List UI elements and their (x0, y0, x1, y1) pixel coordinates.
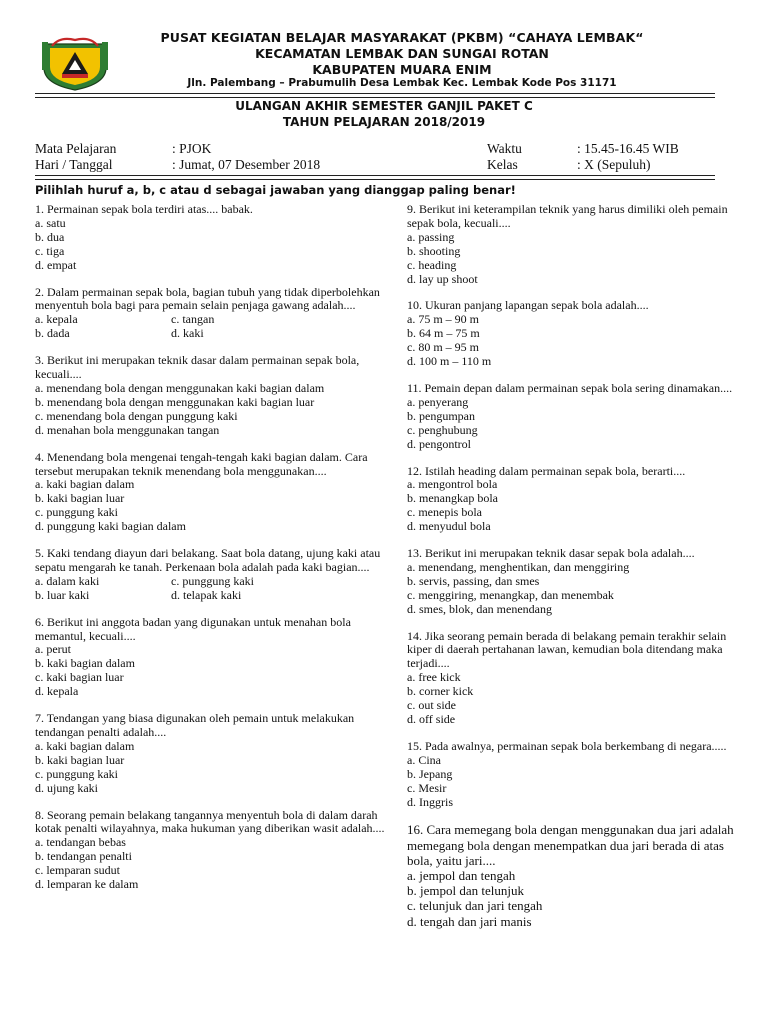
question-text: 2. Dalam permainan sepak bola, bagian tubuh yang tidak diperbolehkan menyentuh bola bagi para pemain selain penjaga gawang adalah.... (35, 284, 380, 313)
option-c: c. punggung kaki (171, 573, 254, 588)
option-b: b. 64 m – 75 m (407, 326, 480, 341)
option-d: d. telapak kaki (171, 587, 242, 602)
option-a: a. tendangan bebas (35, 835, 126, 850)
question-text: 16. Cara memegang bola dengan menggunakan dua jari adalah memegang bola dengan menempatkan dua jari berada di atas bola, yaitu jari.... (407, 822, 734, 868)
exam-title: ULANGAN AKHIR SEMESTER GANJIL PAKET C (235, 99, 533, 113)
option-c: c. penghubung (407, 422, 478, 437)
option-b: b. jempol dan telunjuk (407, 883, 524, 899)
question-text: 13. Berikut ini merupakan teknik dasar sepak bola adalah.... (407, 546, 695, 561)
option-a: a. dalam kaki (35, 573, 100, 588)
option-a: a. menendang bola dengan menggunakan kaki bagian dalam (35, 380, 325, 395)
day-value: : Jumat, 07 Desember 2018 (172, 157, 321, 172)
option-c: c. menepis bola (407, 505, 482, 520)
question-text: 10. Ukuran panjang lapangan sepak bola adalah.... (407, 298, 649, 313)
question-text: 6. Berikut ini anggota badan yang digunakan untuk menahan bola memantul, kecuali.... (35, 614, 351, 643)
option-b: b. luar kaki (35, 587, 90, 602)
district-name: KECAMATAN LEMBAK DAN SUNGAI ROTAN (255, 46, 549, 61)
option-a: a. kaki bagian dalam (35, 477, 135, 492)
option-a: a. kaki bagian dalam (35, 738, 135, 753)
option-b: b. dua (35, 229, 65, 244)
option-c: c. kaki bagian luar (35, 670, 124, 685)
class-label: Kelas (487, 157, 518, 172)
option-b: b. Jepang (407, 766, 453, 781)
option-a: a. penyerang (407, 394, 469, 409)
day-label: Hari / Tanggal (35, 157, 113, 172)
option-a: a. kepala (35, 312, 78, 327)
option-a: a. satu (35, 215, 66, 230)
option-b: b. pengumpan (407, 408, 475, 423)
question-11 (407, 382, 742, 452)
exam-year: TAHUN PELAJARAN 2018/2019 (282, 115, 486, 129)
instruction: Pilihlah huruf a, b, c atau d sebagai jawaban yang dianggap paling benar! (35, 183, 516, 197)
question-text: 9. Berikut ini keterampilan teknik yang harus dimiliki oleh pemain sepak bola, kecuali.... (407, 202, 728, 230)
option-d: d. punggung kaki bagian dalam (35, 519, 186, 534)
option-d: d. kepala (35, 684, 79, 699)
option-d: d. kaki (171, 326, 204, 341)
option-c: c. punggung kaki (35, 766, 118, 781)
option-b: b. shooting (407, 243, 461, 258)
question-text: 11. Pemain depan dalam permainan sepak bola sering dinamakan.... (407, 380, 733, 395)
question-6 (35, 616, 385, 699)
question-4 (35, 451, 385, 534)
question-16 (407, 822, 742, 928)
question-text: 14. Jika seorang pemain berada di belakang pemain terakhir selain kiper di daerah pertahanan lawan, kemudian bola ditendang maka terjadi.... (407, 628, 727, 671)
option-c: c. lemparan sudut (35, 863, 120, 878)
option-a: a. passing (407, 229, 455, 244)
question-7 (35, 712, 385, 795)
question-2 (35, 286, 385, 342)
divider (35, 93, 715, 98)
option-a: a. Cina (407, 752, 441, 767)
divider (35, 175, 715, 180)
option-b: b. kaki bagian dalam (35, 656, 135, 671)
option-d: d. off side (407, 712, 456, 726)
option-a: a. menendang, menghentikan, dan menggiring (407, 559, 630, 574)
question-text: 15. Pada awalnya, permainan sepak bola berkembang di negara..... (407, 738, 727, 753)
option-b: b. dada (35, 326, 70, 341)
question-text: 7. Tendangan yang biasa digunakan oleh pemain untuk melakukan tendangan penalti adalah.... (35, 711, 355, 739)
option-a: a. free kick (407, 670, 461, 685)
question-14 (407, 630, 742, 727)
question-text: 1. Permainan sepak bola terdiri atas.... babak. (35, 202, 253, 216)
address: Jln. Palembang – Prabumulih Desa Lembak Kec. Lembak Kode Pos 31171 (187, 77, 617, 89)
question-text: 4. Menendang bola mengenai tengah-tengah kaki bagian dalam. Cara tersebut merupakan teknik menendang bola menggunakan.... (35, 449, 368, 478)
option-d: d. lemparan ke dalam (35, 877, 139, 892)
option-c: c. tiga (35, 243, 65, 258)
subject-label: Mata Pelajaran (35, 141, 117, 156)
option-c: c. menggiring, menangkap, dan menembak (407, 587, 614, 602)
option-d: d. smes, blok, dan menendang (407, 601, 552, 616)
option-d: d. Inggris (407, 794, 453, 809)
questions-right-column (407, 203, 742, 942)
option-b: b. menangkap bola (407, 491, 498, 506)
option-d: d. menyudul bola (407, 519, 491, 534)
question-15 (407, 740, 742, 810)
option-a: a. perut (35, 642, 71, 657)
option-d: d. 100 m – 110 m (407, 354, 492, 369)
question-12 (407, 465, 742, 535)
subject-value: : PJOK (172, 141, 212, 156)
option-b: b. corner kick (407, 684, 474, 699)
question-text: 12. Istilah heading dalam permainan sepak bola, berarti.... (407, 463, 686, 478)
question-text: 3. Berikut ini merupakan teknik dasar dalam permainan sepak bola, kecuali.... (35, 353, 360, 382)
questions-left-column (35, 203, 385, 905)
question-8 (35, 809, 385, 892)
option-a: a. jempol dan tengah (407, 868, 516, 884)
option-c: c. out side (407, 698, 456, 713)
regency-name: KABUPATEN MUARA ENIM (312, 62, 492, 77)
option-c: c. menendang bola dengan punggung kaki (35, 408, 238, 423)
option-d: d. ujung kaki (35, 780, 98, 795)
option-c: c. punggung kaki (35, 505, 118, 520)
option-c: c. Mesir (407, 780, 447, 795)
option-c: c. heading (407, 257, 457, 272)
option-c: c. tangan (171, 312, 215, 327)
question-3 (35, 354, 385, 437)
question-9 (407, 203, 742, 286)
time-label: Waktu (487, 141, 522, 156)
question-5 (35, 547, 385, 603)
option-d: d. pengontrol (407, 436, 471, 451)
option-b: b. kaki bagian luar (35, 752, 125, 767)
option-b: b. tendangan penalti (35, 849, 132, 864)
option-d: d. menahan bola menggunakan tangan (35, 422, 220, 437)
question-13 (407, 547, 742, 617)
option-c: c. telunjuk dan jari tengah (407, 898, 543, 914)
option-c: c. 80 m – 95 m (407, 340, 479, 355)
option-b: b. servis, passing, dan smes (407, 573, 540, 588)
option-d: d. empat (35, 257, 77, 272)
option-d: d. tengah dan jari manis (407, 913, 532, 929)
option-b: b. kaki bagian luar (35, 491, 125, 506)
question-text: 5. Kaki tendang diayun dari belakang. Saat bola datang, ujung kaki atau sepatu mengarah ke tanah. Perkenaan bola adalah pada kaki bagian.... (35, 546, 381, 574)
question-1 (35, 203, 385, 273)
time-value: : 15.45-16.45 WIB (577, 141, 679, 156)
class-value: : X (Sepuluh) (577, 157, 651, 172)
question-10 (407, 299, 742, 369)
option-b: b. menendang bola dengan menggunakan kaki bagian luar (35, 394, 315, 409)
institution-name: PUSAT KEGIATAN BELAJAR MASYARAKAT (PKBM) “CAHAYA LEMBAK“ (160, 30, 644, 45)
option-d: d. lay up shoot (407, 271, 478, 286)
option-a: a. mengontrol bola (407, 477, 498, 492)
question-text: 8. Seorang pemain belakang tangannya menyentuh bola di dalam darah kotak penalti wilayahnya, maka hukuman yang diberikan wasit adalah.... (35, 807, 385, 836)
option-a: a. 75 m – 90 m (407, 312, 479, 327)
